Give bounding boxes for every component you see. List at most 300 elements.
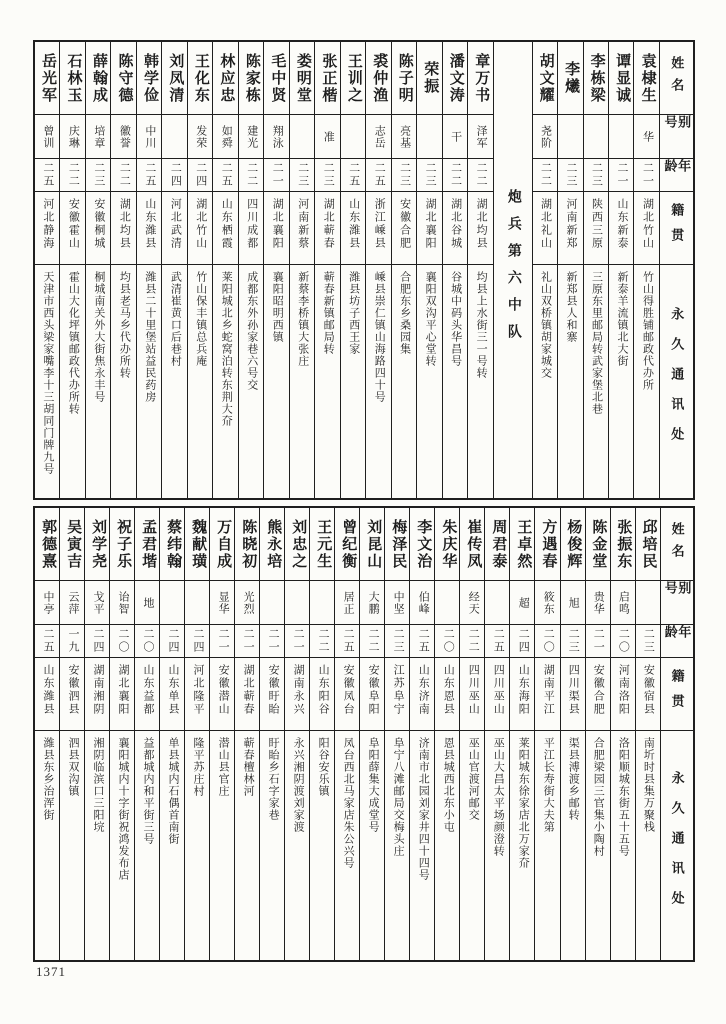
person-alias: 显华 [210,580,234,624]
person-native-place: 安徽宿县 [636,657,660,730]
person-age: 一九 [60,624,84,657]
person-alias [435,580,459,624]
person-native-place: 山东益都 [135,657,159,730]
person-native-place: 山东单县 [160,657,184,730]
person-native-place: 山东潍县 [341,191,365,264]
person-address: 渠县溥渡乡邮转 [561,730,585,960]
person-age: 二二 [460,624,484,657]
person-native-place: 四川巫山 [485,657,509,730]
person-native-place: 山东海阳 [510,657,534,730]
person-name: 潘文涛 [447,52,464,104]
person-alias [162,114,186,158]
person-column [290,42,315,498]
person-column [535,508,560,960]
person-address: 谷城中码头华昌号 [443,264,467,498]
header-age-label: 年龄 [660,158,693,191]
person-alias: 翔泳 [264,114,288,158]
person-address: 潍县坊子西王家 [341,264,365,498]
person-age: 二四 [188,158,212,191]
person-native-place: 山东新泰 [609,191,633,264]
person-column [460,508,485,960]
person-name: 邱培民 [640,518,657,570]
person-alias [558,114,582,158]
person-native-place: 安徽盱眙 [260,657,284,730]
person-native-place: 河北武清 [162,191,186,264]
person-name: 张振东 [615,518,632,570]
person-address: 桐城南关外大街焦永丰号 [86,264,110,498]
person-alias [290,114,314,158]
person-name: 王训之 [345,52,362,104]
person-alias [285,580,309,624]
person-age: 二二 [443,158,467,191]
header-alias-label: 别号 [660,114,693,158]
person-alias: 华 [634,114,658,158]
person-age: 二〇 [110,624,134,657]
person-name: 吴寅吉 [65,518,82,570]
person-native-place: 安徽阜阳 [360,657,384,730]
person-age: 二五 [35,158,59,191]
person-name: 王元生 [315,518,332,570]
person-column [634,42,659,498]
person-column [611,508,636,960]
person-native-place: 四川成都 [239,191,263,264]
person-age: 二三 [417,158,441,191]
person-name: 杨俊辉 [565,518,582,570]
person-age: 二一 [586,624,610,657]
person-native-place: 湖南湘阴 [85,657,109,730]
person-alias [417,114,441,158]
person-alias: 中坚 [385,580,409,624]
person-age: 二五 [341,158,365,191]
person-native-place: 湖北竹山 [188,191,212,264]
person-age: 二四 [185,624,209,657]
person-native-place: 山东潍县 [35,657,59,730]
person-age: 二二 [468,158,492,191]
person-name: 林应忠 [218,52,235,104]
person-name: 陈守德 [116,52,133,104]
person-column [86,42,111,498]
person-column [60,42,85,498]
person-native-place: 湖北蕲春 [235,657,259,730]
person-column [468,42,493,498]
person-column [335,508,360,960]
person-name: 张正楷 [320,52,337,104]
header-native-label: 籍贯 [661,657,693,730]
person-name: 胡文耀 [537,52,554,104]
person-native-place: 山东潍县 [137,191,161,264]
person-native-place: 湖北襄阳 [417,191,441,264]
person-alias [185,580,209,624]
header-name-label: 姓名 [669,522,685,566]
person-age: 二二 [239,158,263,191]
person-address: 南圻时县集万聚栈 [636,730,660,960]
person-age: 二〇 [611,624,635,657]
person-name: 石林玉 [65,52,82,104]
person-native-place: 江苏阜宁 [385,657,409,730]
header-name-label: 姓名 [669,56,685,100]
roster-table-top [33,40,695,500]
person-alias: 培章 [86,114,110,158]
person-alias: 伯峰 [410,580,434,624]
person-address: 合肥东乡桑园集 [392,264,416,498]
person-address: 莱阳城北乡蛇窝泊转东荆大夼 [213,264,237,498]
person-name: 薛翰成 [90,52,107,104]
person-name: 熊永培 [265,518,282,570]
header-column [661,508,693,960]
person-alias: 启鸣 [611,580,635,624]
person-native-place: 安徽霍山 [60,191,84,264]
page-number: 1371 [36,964,66,979]
person-age: 二一 [609,158,633,191]
person-age: 二三 [290,158,314,191]
person-column [35,42,60,498]
person-column [235,508,260,960]
person-native-place: 四川巫山 [460,657,484,730]
person-address: 成都东外孙家巷六号交 [239,264,263,498]
person-name: 李文治 [415,518,432,570]
person-age: 二五 [485,624,509,657]
person-name: 李栋梁 [588,52,605,104]
person-alias: 超 [510,580,534,624]
person-name: 岳光军 [40,52,56,104]
person-name: 陈家栋 [243,52,260,104]
person-name: 孟君堦 [140,518,157,570]
person-native-place: 河南新郑 [558,191,582,264]
person-alias: 诒智 [110,580,134,624]
person-name: 韩学俭 [141,52,158,104]
person-alias: 光烈 [235,580,259,624]
person-column [285,508,310,960]
person-native-place: 湖北均县 [468,191,492,264]
person-name: 陈金堂 [590,518,607,570]
person-address: 巫山官渡河邮交 [460,730,484,960]
person-native-place: 安徽潜山 [210,657,234,730]
person-address: 嵊县崇仁镇山海路四十号 [366,264,390,498]
person-age: 二一 [264,158,288,191]
person-column [239,42,264,498]
person-alias [160,580,184,624]
person-name: 万自成 [215,518,232,570]
person-address: 莱阳城东徐家店北万家夼 [510,730,534,960]
person-column [188,42,213,498]
person-column [210,508,235,960]
person-address: 新蔡李桥镇大张庄 [290,264,314,498]
person-name: 娄明堂 [294,52,311,104]
header-age-label: 年龄 [661,624,693,657]
person-name: 蔡纬翰 [165,518,182,570]
person-alias: 发荣 [188,114,212,158]
person-address: 均县老马乡代办所转 [111,264,135,498]
person-alias: 志岳 [366,114,390,158]
person-address: 阜宁八滩邮局交梅头庄 [385,730,409,960]
person-alias: 尧阶 [533,114,557,158]
person-name: 朱庆华 [440,518,457,570]
person-address: 平江长寿街大夫第 [535,730,559,960]
person-address: 阜阳薛集大成堂号 [360,730,384,960]
header-alias-label: 别号 [661,580,693,624]
person-age: 二四 [85,624,109,657]
person-address: 泗县双沟镇 [60,730,84,960]
person-column [510,508,535,960]
person-address: 三原东里邮局转武家堡北巷 [584,264,608,498]
person-alias: 贵华 [586,580,610,624]
person-address: 益都城内和平街三号 [135,730,159,960]
person-native-place: 河北静海 [35,191,59,264]
person-address: 巫山大昌太平场颜澄转 [485,730,509,960]
person-address: 潜山县官庄 [210,730,234,960]
person-address: 盱眙乡石字家巷 [260,730,284,960]
person-alias [584,114,608,158]
person-native-place: 河南洛阳 [611,657,635,730]
person-column [110,508,135,960]
person-native-place: 湖南平江 [535,657,559,730]
person-age: 二三 [584,158,608,191]
person-native-place: 安徽泗县 [60,657,84,730]
person-age: 二一 [260,624,284,657]
person-address: 蕲春新镇邮局转 [315,264,339,498]
person-column [160,508,185,960]
person-age: 二一 [285,624,309,657]
header-column [660,42,693,498]
person-native-place: 河北隆平 [185,657,209,730]
person-name: 谭显诚 [614,52,631,104]
person-address: 潍县东乡治浑街 [35,730,59,960]
person-age: 二〇 [535,624,559,657]
person-column [260,508,285,960]
person-address: 合肥梁园三官集小陶村 [586,730,610,960]
person-native-place: 安徽凤台 [335,657,359,730]
person-age: 二一 [210,624,234,657]
person-name: 荣振 [422,61,439,95]
person-age: 二五 [35,624,59,657]
person-age: 二四 [162,158,186,191]
person-native-place: 湖北礼山 [533,191,557,264]
person-column [137,42,162,498]
person-native-place: 山东栖霞 [213,191,237,264]
person-native-place: 安徽合肥 [586,657,610,730]
person-column [264,42,289,498]
person-name: 方遇春 [540,518,557,570]
person-age: 二一 [235,624,259,657]
person-column [60,508,85,960]
person-native-place: 山东阳谷 [310,657,334,730]
person-column [417,42,442,498]
person-alias: 居正 [335,580,359,624]
person-alias: 建光 [239,114,263,158]
person-age: 二二 [111,158,135,191]
person-native-place: 湖南永兴 [285,657,309,730]
person-age: 二五 [213,158,237,191]
person-alias [341,114,365,158]
person-name: 刘忠之 [290,518,307,570]
person-native-place: 湖北谷城 [443,191,467,264]
person-age: 二五 [410,624,434,657]
person-age: 二二 [360,624,384,657]
person-alias: 戈平 [85,580,109,624]
person-alias: 大鹏 [360,580,384,624]
person-alias: 如舜 [213,114,237,158]
person-alias: 中亭 [35,580,59,624]
person-column [213,42,238,498]
person-name: 陈子明 [396,52,413,104]
person-column [135,508,160,960]
person-native-place: 安徽桐城 [86,191,110,264]
person-column [435,508,460,960]
person-address: 霍山大化坪镇邮政代办所转 [60,264,84,498]
person-native-place: 湖北襄阳 [264,191,288,264]
person-address: 蕲春檀林河 [235,730,259,960]
person-name: 王卓然 [515,518,532,570]
person-alias: 亮基 [392,114,416,158]
person-name: 魏献璜 [190,518,207,570]
person-address: 隆平苏庄村 [185,730,209,960]
person-column [392,42,417,498]
person-age: 二五 [366,158,390,191]
person-address: 天津市西头梁家嘴李十三胡同门牌九号 [35,264,59,498]
person-alias: 干 [443,114,467,158]
person-address: 均县上水街三一号转 [468,264,492,498]
person-column [385,508,410,960]
person-native-place: 山东恩县 [435,657,459,730]
person-address: 襄阳城内十字街祝鸿发布店 [110,730,134,960]
person-address: 武清崔黄口后巷村 [162,264,186,498]
person-alias: 地 [135,580,159,624]
person-alias: 徽誉 [111,114,135,158]
person-address: 单县城内石偶首南街 [160,730,184,960]
person-address: 竹山保丰镇总兵庵 [188,264,212,498]
person-age: 二三 [636,624,660,657]
person-column [410,508,435,960]
person-name: 李爔 [563,61,580,95]
person-name: 刘凤清 [167,52,184,104]
person-name: 郭德熹 [40,518,57,570]
person-column [85,508,110,960]
person-age: 二三 [392,158,416,191]
person-age: 二二 [310,624,334,657]
person-native-place: 安徽合肥 [392,191,416,264]
unit-designation-label: 炮兵第六中队 [505,189,521,351]
person-address: 洛阳顺城东街五十五号 [611,730,635,960]
person-alias: 准 [315,114,339,158]
person-column [584,42,609,498]
person-column [443,42,468,498]
person-alias: 云萍 [60,580,84,624]
person-native-place: 浙江嵊县 [366,191,390,264]
person-name: 刘昆山 [365,518,382,570]
person-native-place: 陕西三原 [584,191,608,264]
person-address: 礼山双桥镇胡家城交 [533,264,557,498]
person-alias: 旭 [561,580,585,624]
person-column [586,508,611,960]
person-name: 周君泰 [490,518,507,570]
person-name: 章万书 [473,52,490,104]
person-alias [310,580,334,624]
header-address-label: 永久通讯处 [661,730,693,960]
person-alias: 中川 [137,114,161,158]
person-age: 二二 [60,158,84,191]
person-age: 二三 [561,624,585,657]
person-address: 新泰羊流镇北大街 [609,264,633,498]
person-native-place: 湖北蕲春 [315,191,339,264]
person-alias: 庆琳 [60,114,84,158]
person-alias [260,580,284,624]
person-age: 二五 [335,624,359,657]
person-address: 凤台西北马家店朱公兴号 [335,730,359,960]
person-age: 二二 [533,158,557,191]
person-name: 曾纪衡 [340,518,357,570]
person-address: 湘阴临滨口三阳垸 [85,730,109,960]
person-column [636,508,661,960]
person-name: 梅泽民 [390,518,407,570]
person-column [360,508,385,960]
person-alias [485,580,509,624]
person-alias: 曾训 [35,114,59,158]
person-alias [636,580,660,624]
person-name: 裘仲渔 [371,52,388,104]
person-address: 永兴湘阴渡刘家渡 [285,730,309,960]
person-age: 二三 [315,158,339,191]
person-age: 二〇 [435,624,459,657]
person-address: 竹山得胜铺邮政代办所 [634,264,658,498]
person-name: 毛中贤 [269,52,286,104]
person-column [561,508,586,960]
person-name: 陈晓初 [240,518,257,570]
person-address: 济南市北园刘家井四十四号 [410,730,434,960]
person-column [315,42,340,498]
person-column [35,508,60,960]
person-age: 二四 [160,624,184,657]
person-address: 新郑县人和寨 [558,264,582,498]
person-age: 二一 [634,158,658,191]
person-alias: 泽军 [468,114,492,158]
person-address: 阳谷安乐镇 [310,730,334,960]
person-name: 王化东 [192,52,209,104]
person-name: 祝子乐 [115,518,132,570]
person-alias: 筱东 [535,580,559,624]
person-column [162,42,187,498]
person-age: 二五 [137,158,161,191]
roster-table-bottom [33,506,695,962]
person-column [558,42,583,498]
person-name: 崔传凤 [465,518,482,570]
person-native-place: 四川渠县 [561,657,585,730]
person-alias: 经天 [460,580,484,624]
person-alias [609,114,633,158]
person-name: 袁棣生 [639,52,656,104]
person-age: 二〇 [135,624,159,657]
person-native-place: 湖北竹山 [634,191,658,264]
person-column [485,508,510,960]
person-address: 襄阳双沟平心堂转 [417,264,441,498]
unit-designation-column [494,42,533,498]
header-native-label: 籍贯 [660,191,693,264]
person-column [111,42,136,498]
header-address-label: 永久通讯处 [660,264,693,498]
person-native-place: 河南新蔡 [290,191,314,264]
person-column [533,42,558,498]
person-column [310,508,335,960]
person-address: 襄阳昭明西镇 [264,264,288,498]
person-address: 潍县二十里堡站益民药房 [137,264,161,498]
person-age: 二四 [510,624,534,657]
person-native-place: 湖北襄阳 [110,657,134,730]
person-age: 二三 [558,158,582,191]
person-age: 二三 [86,158,110,191]
person-address: 恩县城西北东小屯 [435,730,459,960]
person-native-place: 山东济南 [410,657,434,730]
person-column [609,42,634,498]
person-age: 二三 [385,624,409,657]
